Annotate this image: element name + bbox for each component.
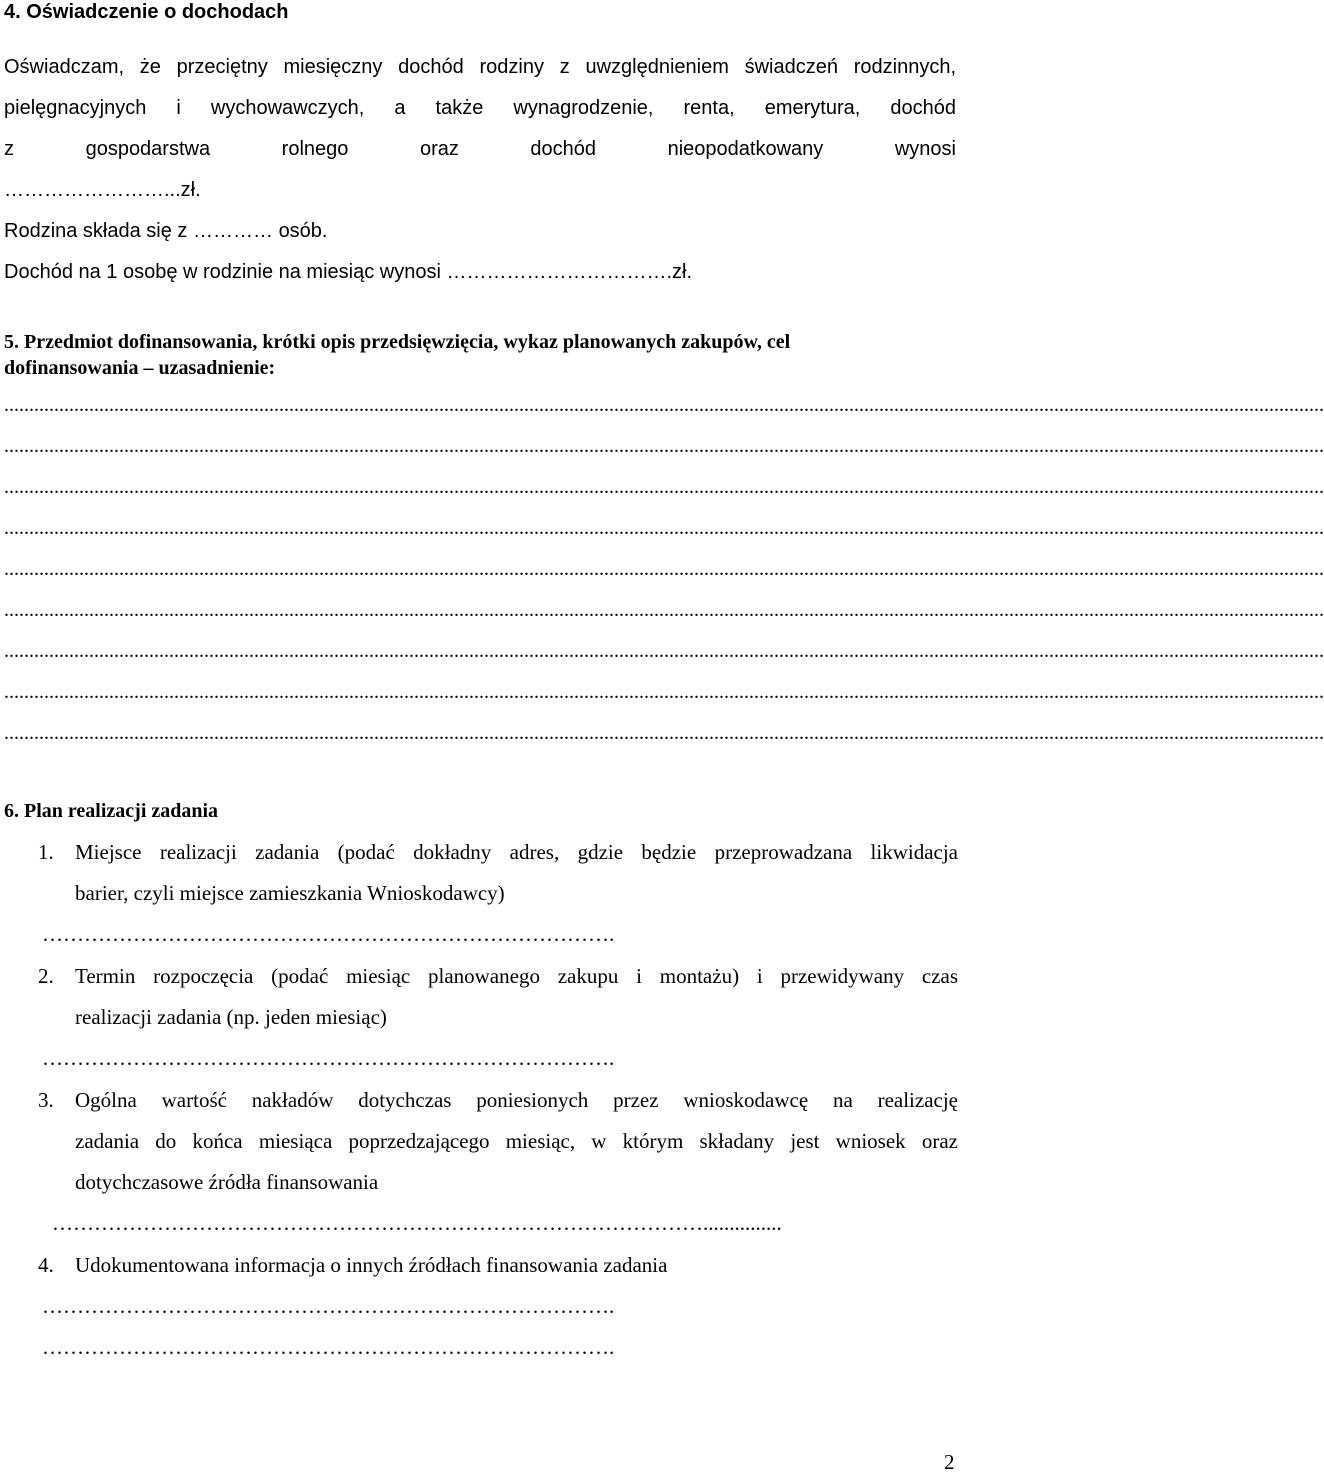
item-3-line-2 [75,1129,958,1153]
income-amount-unit: zł. [180,179,201,201]
item-3-line-1 [75,1088,958,1112]
declaration-line-1 [4,55,956,79]
declaration-line-2 [4,96,956,120]
item-2-number: 2. [38,964,54,988]
family-size-line [4,219,328,243]
per-person-income-line [4,260,692,284]
justification-dotted-line-5[interactable]: ........................................................................................................................................................................................................................................................................ [4,558,1324,580]
family-size-suffix: osób. [278,220,328,242]
justification-dotted-line-9[interactable]: ........................................................................................................................................................................................................................................................................ [4,722,1324,744]
item-4-fill-line-2[interactable]: ………………………………………………………………………. [42,1335,615,1359]
item-4-fill-line-1[interactable]: ………………………………………………………………………. [42,1294,615,1318]
item-2-fill-line[interactable]: ………………………………………………………………………. [42,1046,615,1070]
family-size-field[interactable]: ………… [193,220,273,242]
item-4-line-1: Udokumentowana informacja o innych źródłach finansowania zadania [75,1253,668,1277]
justification-dotted-line-6[interactable]: ........................................................................................................................................................................................................................................................................ [4,599,1324,621]
item-3-line-3: dotychczasowe źródła finansowania [75,1170,379,1194]
section-6-heading: 6. Plan realizacji zadania [4,800,219,822]
item-3-line-1-text: Ogólna wartość nakładów dotychczas poniesionych przez wnioskodawcę na realizację [75,1088,958,1112]
page-number: 2 [944,1450,955,1474]
declaration-line-2-text: pielęgnacyjnych i wychowawczych, a także wynagrodzenie, renta, emerytura, dochód [4,97,956,119]
item-2-line-2: realizacji zadania (np. jeden miesiąc) [75,1005,387,1029]
justification-dotted-line-1[interactable]: ........................................................................................................................................................................................................................................................................ [4,394,1324,416]
income-amount-dots: ……………………... [4,179,181,201]
family-size-prefix: Rodzina składa się z [4,220,188,242]
item-1-line-1 [75,840,958,864]
item-1-number: 1. [38,840,54,864]
item-3-fill-line[interactable]: …………………………………………………………………………………............... [52,1211,782,1235]
declaration-line-3 [4,137,956,161]
justification-dotted-line-8[interactable]: ........................................................................................................................................................................................................................................................................ [4,681,1324,703]
per-person-income-field[interactable]: …………………………… [446,261,667,283]
income-amount-field[interactable] [4,178,201,202]
item-2-line-1-text: Termin rozpoczęcia (podać miesiąc planowanego zakupu i montażu) i przewidywany czas [75,964,958,988]
section-5-heading-line-1: 5. Przedmiot dofinansowania, krótki opis przedsięwzięcia, wykaz planowanych zakupów, cel [4,331,791,353]
per-person-income-unit: .zł. [666,261,693,283]
justification-dotted-line-3[interactable]: ........................................................................................................................................................................................................................................................................ [4,476,1324,498]
section-4-heading: 4. Oświadczenie o dochodach [4,1,289,23]
declaration-line-3-text: z gospodarstwa rolnego oraz dochód nieopodatkowany wynosi [4,138,956,160]
item-4-number: 4. [38,1253,54,1277]
section-5-heading-line-2: dofinansowania – uzasadnienie: [4,357,276,379]
justification-dotted-line-4[interactable]: ........................................................................................................................................................................................................................................................................ [4,517,1324,539]
item-3-number: 3. [38,1088,54,1112]
justification-dotted-line-2[interactable]: ........................................................................................................................................................................................................................................................................ [4,435,1324,457]
item-3-line-2-text: zadania do końca miesiąca poprzedzającego miesiąc, w którym składany jest wniosek oraz [75,1129,958,1153]
per-person-income-prefix: Dochód na 1 osobę w rodzinie na miesiąc wynosi [4,261,441,283]
item-1-line-1-text: Miejsce realizacji zadania (podać dokładny adres, gdzie będzie przeprowadzana likwidacja [75,840,958,864]
declaration-line-1-text: Oświadczam, że przeciętny miesięczny dochód rodziny z uwzględnieniem świadczeń rodzinnych, [4,56,956,78]
item-1-fill-line[interactable]: ………………………………………………………………………. [42,922,615,946]
item-2-line-1 [75,964,958,988]
item-1-line-2: barier, czyli miejsce zamieszkania Wnioskodawcy) [75,881,505,905]
justification-dotted-line-7[interactable]: ........................................................................................................................................................................................................................................................................ [4,640,1324,662]
